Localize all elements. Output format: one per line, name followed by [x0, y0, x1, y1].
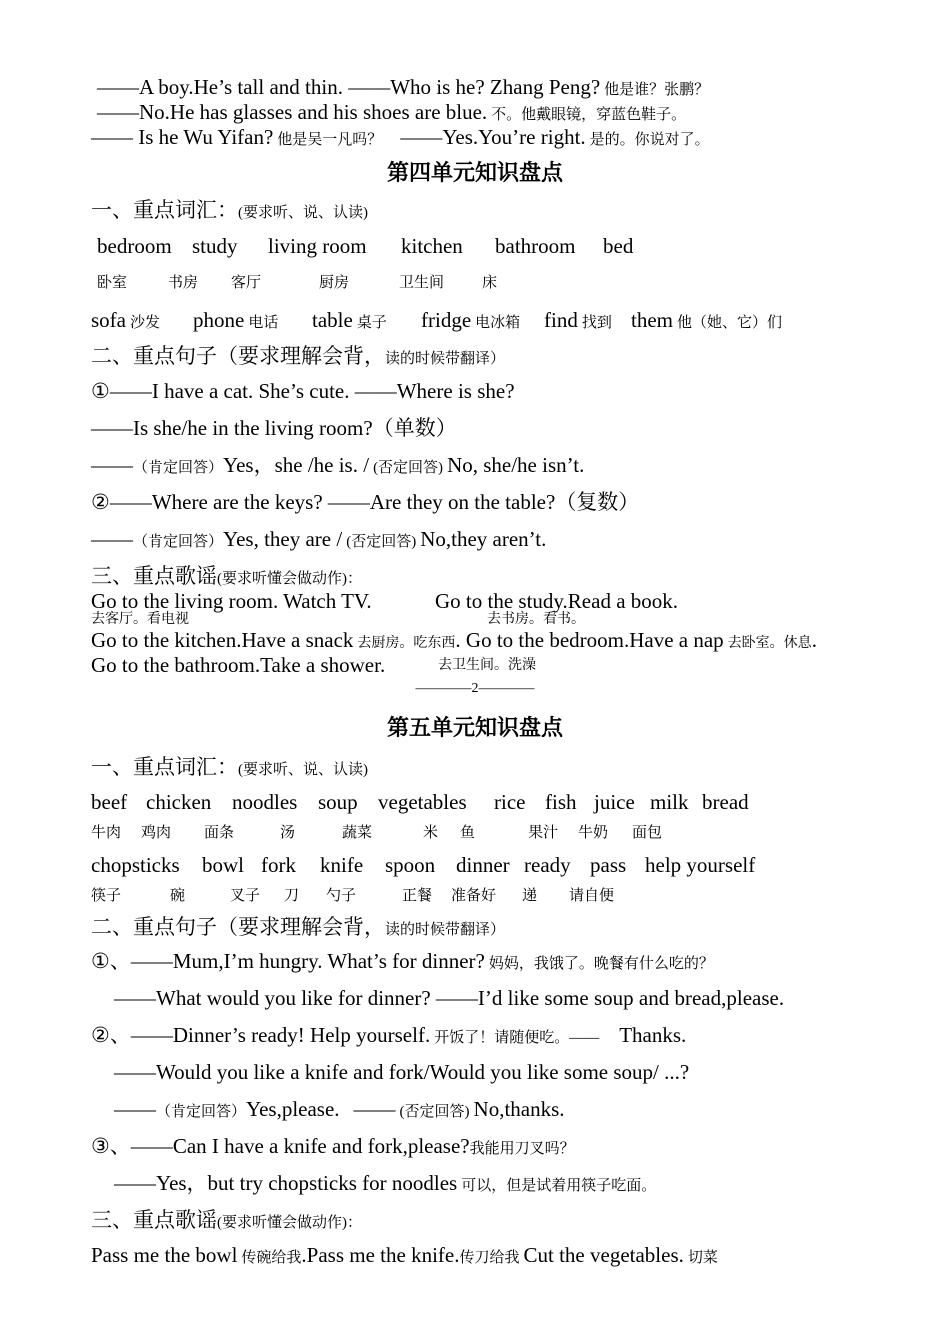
- vocab-translation: 客厅: [231, 275, 262, 291]
- unit-4-chant-heading: [91, 566, 362, 587]
- chant-translation: 去客厅。看电视: [91, 612, 189, 627]
- unit-5-sentence-heading: [91, 917, 505, 938]
- vocab-word: bathroom: [495, 234, 576, 258]
- vocab-translation: 电冰箱: [475, 315, 521, 331]
- sentence-line: [91, 1136, 575, 1157]
- answer-note: （肯定回答）: [156, 1104, 247, 1120]
- vocab-translation: 牛奶: [578, 825, 609, 841]
- unit-5-title: 第五单元知识盘点: [386, 715, 563, 740]
- chant-text: . Go to the bedroom.Have a nap: [455, 628, 724, 652]
- section-heading: 三、重点歌谣: [91, 1208, 217, 1232]
- sentence-dash: ——: [114, 1097, 156, 1121]
- sentence-line: [91, 529, 546, 550]
- section-note: (要求听懂会做动作)：: [217, 571, 362, 587]
- sentence-line: [91, 455, 584, 476]
- sentence-translation: 可以，但是试着用筷子吃面。: [461, 1178, 657, 1194]
- vocab-word: juice: [594, 790, 635, 814]
- sentence-tag: （复数）: [555, 490, 640, 514]
- vocab-translation: 厨房: [319, 275, 350, 291]
- vocab-translation: 鸡肉: [141, 825, 172, 841]
- sentence-text: ②、——Dinner’s ready! Help yourself.: [91, 1023, 431, 1047]
- dialogue-translation: 不。他戴眼镜，穿蓝色鞋子。: [491, 107, 687, 123]
- vocab-translation: 床: [482, 275, 498, 291]
- chant-line: [91, 1245, 718, 1266]
- section-note: (要求听、说、认读): [238, 205, 368, 221]
- vocab-pair: [91, 310, 160, 331]
- chant-translation: 去书房。看书。: [487, 612, 585, 627]
- vocab-translation: 电话: [248, 315, 279, 331]
- sentence-line: [91, 492, 639, 513]
- section-heading: 二、重点句子（要求理解会背，: [91, 344, 385, 368]
- vocab-word: sofa: [91, 308, 126, 332]
- vocab-translation: 找到: [581, 315, 612, 331]
- sentence-translation: 妈妈，我饿了。晚餐有什么吃的？: [488, 956, 714, 972]
- vocab-translation: 准备好: [451, 888, 497, 904]
- vocab-word: phone: [193, 308, 245, 332]
- dialogue-line-3: [91, 127, 710, 148]
- sentence-line: [114, 1173, 656, 1194]
- unit-5-vocab-heading: [91, 757, 368, 778]
- vocab-word: knife: [320, 853, 364, 877]
- sentence-text: Yes, they are /: [223, 527, 343, 551]
- chant-translation: 传碗给我: [241, 1250, 302, 1266]
- sentence-text: No, she/he isn’t.: [447, 453, 585, 477]
- sentence-text: No,thanks.: [473, 1097, 565, 1121]
- sentence-line: ①——I have a cat. She’s cute. ——Where is she?: [91, 379, 515, 403]
- vocab-translation: 汤: [280, 825, 296, 841]
- chant-text: .Pass me the knife.: [301, 1243, 460, 1267]
- section-note: (要求听懂会做动作)：: [217, 1215, 362, 1231]
- vocab-word: bed: [603, 234, 634, 258]
- sentence-line: [91, 951, 714, 972]
- vocab-word: ready: [524, 853, 571, 877]
- vocab-translation: 卧室: [97, 275, 128, 291]
- vocab-translation: 牛肉: [91, 825, 122, 841]
- vocab-translation: 筷子: [91, 888, 122, 904]
- sentence-line: ——Would you like a knife and fork/Would you like some soup/ ...?: [114, 1060, 690, 1084]
- vocab-word: chopsticks: [91, 853, 180, 877]
- unit-4-sentence-heading: [91, 346, 505, 367]
- dialogue-text: ——No.He has glasses and his shoes are blue.: [97, 100, 488, 124]
- vocab-translation: 果汁: [528, 825, 559, 841]
- section-heading: 一、重点词汇：: [91, 755, 238, 779]
- sentence-text: Yes，she /he is. /: [223, 453, 370, 477]
- vocab-word: spoon: [385, 853, 436, 877]
- vocab-word: vegetables: [378, 790, 467, 814]
- unit-4-title: 第四单元知识盘点: [386, 160, 563, 185]
- section-note: 读的时候带翻译）: [385, 922, 506, 938]
- sentence-text: ③、——Can I have a knife and fork,please?: [91, 1134, 470, 1158]
- vocab-translation: 面包: [632, 825, 663, 841]
- section-heading: 二、重点句子（要求理解会背，: [91, 915, 385, 939]
- vocab-word: bowl: [202, 853, 244, 877]
- vocab-word: soup: [318, 790, 358, 814]
- sentence-line: [91, 1025, 686, 1046]
- sentence-text: ——Is she/he in the living room?: [91, 416, 373, 440]
- vocab-word: dinner: [456, 853, 510, 877]
- chant-line: Go to the study.Read a book.: [435, 589, 679, 613]
- sentence-line: [114, 1099, 565, 1120]
- vocab-translation: 他（她、它）们: [677, 315, 783, 331]
- vocab-pair: [631, 310, 782, 331]
- vocab-translation: 面条: [204, 825, 235, 841]
- sentence-line: [91, 418, 457, 439]
- vocab-pair: [312, 310, 387, 331]
- vocab-translation: 递: [522, 888, 538, 904]
- vocab-translation: 勺子: [326, 888, 357, 904]
- vocab-word: bedroom: [97, 234, 172, 258]
- dialogue-text: ——Yes.You’re right.: [400, 125, 586, 149]
- vocab-translation: 蔬菜: [342, 825, 373, 841]
- sentence-translation: 开饭了！请随便吃。——: [434, 1030, 600, 1046]
- vocab-word: fish: [545, 790, 577, 814]
- vocab-word: noodles: [232, 790, 298, 814]
- dialogue-text: ——A boy.He’s tall and thin. ——Who is he? Zhang Peng?: [97, 75, 601, 99]
- vocab-translation: 叉子: [230, 888, 261, 904]
- chant-text: Pass me the bowl: [91, 1243, 238, 1267]
- vocab-translation: 鱼: [460, 825, 476, 841]
- sentence-text: ②——Where are the keys? ——Are they on the table?: [91, 490, 556, 514]
- sentence-text: Thanks.: [619, 1023, 687, 1047]
- vocab-word: pass: [590, 853, 627, 877]
- chant-line: [91, 630, 817, 651]
- dialogue-line-2: [97, 102, 686, 123]
- vocab-translation: 正餐: [402, 888, 433, 904]
- chant-text: .: [811, 628, 817, 652]
- dialogue-line-1: [97, 77, 709, 98]
- sentence-text: No,they aren’t.: [420, 527, 547, 551]
- vocab-word: beef: [91, 790, 128, 814]
- vocab-translation: 书房: [168, 275, 199, 291]
- page-number: ————2————: [415, 681, 535, 696]
- section-note: (要求听、说、认读): [238, 762, 368, 778]
- dialogue-translation: 他是吴一凡吗？: [277, 132, 383, 148]
- dialogue-translation: 他是谁？张鹏？: [604, 82, 710, 98]
- vocab-translation: 刀: [284, 888, 300, 904]
- chant-translation: 去卫生间。洗澡: [438, 658, 536, 673]
- section-note: 读的时候带翻译）: [385, 351, 506, 367]
- sentence-text: Yes,please.: [246, 1097, 340, 1121]
- chant-translation: 切菜: [687, 1250, 718, 1266]
- sentence-text: ①、——Mum,I’m hungry. What’s for dinner?: [91, 949, 485, 973]
- sentence-tag: （单数）: [372, 416, 457, 440]
- vocab-word: bread: [702, 790, 749, 814]
- vocab-word: chicken: [146, 790, 212, 814]
- answer-note: (否定回答): [399, 1104, 470, 1120]
- vocab-translation: 卫生间: [399, 275, 445, 291]
- answer-note: (否定回答): [346, 534, 417, 550]
- unit-4-vocab-heading: [91, 200, 368, 221]
- sentence-text: ——Yes，but try chopsticks for noodles: [114, 1171, 458, 1195]
- vocab-word: fridge: [421, 308, 472, 332]
- vocab-translation: 请自便: [569, 888, 615, 904]
- vocab-word: milk: [650, 790, 689, 814]
- section-heading: 一、重点词汇：: [91, 198, 238, 222]
- vocab-word: kitchen: [401, 234, 463, 258]
- chant-text: Cut the vegetables.: [523, 1243, 684, 1267]
- chant-line: Go to the living room. Watch TV.: [91, 589, 372, 613]
- vocab-word: them: [631, 308, 673, 332]
- vocab-translation: 碗: [170, 888, 186, 904]
- sentence-dash: ——: [353, 1097, 396, 1121]
- section-heading: 三、重点歌谣: [91, 564, 217, 588]
- vocab-word: study: [192, 234, 238, 258]
- answer-note: （肯定回答）: [133, 534, 224, 550]
- vocab-word: help yourself: [645, 853, 756, 877]
- answer-note: (否定回答): [373, 460, 444, 476]
- chant-translation: 去厨房。吃东西: [357, 636, 456, 651]
- vocab-pair: [421, 310, 520, 331]
- chant-translation: 传刀给我: [459, 1250, 520, 1266]
- vocab-translation: 米: [423, 825, 439, 841]
- chant-translation: 去卧室。休息: [727, 636, 812, 651]
- unit-5-chant-heading: [91, 1210, 362, 1231]
- vocab-pair: [193, 310, 278, 331]
- vocab-word: table: [312, 308, 353, 332]
- sentence-dash: ——: [91, 453, 133, 477]
- vocab-word: living room: [268, 234, 367, 258]
- sentence-line: ——What would you like for dinner? ——I’d like some soup and bread,please.: [114, 986, 785, 1010]
- vocab-word: fork: [261, 853, 296, 877]
- vocab-word: find: [544, 308, 578, 332]
- sentence-dash: ——: [91, 527, 133, 551]
- chant-text: Go to the kitchen.Have a snack: [91, 628, 354, 652]
- vocab-translation: 沙发: [130, 315, 161, 331]
- dialogue-translation: 是的。你说对了。: [589, 132, 710, 148]
- vocab-word: rice: [494, 790, 526, 814]
- answer-note: （肯定回答）: [133, 460, 224, 476]
- dialogue-text: —— Is he Wu Yifan?: [91, 125, 274, 149]
- vocab-translation: 桌子: [356, 315, 387, 331]
- sentence-translation: 我能用刀叉吗？: [469, 1141, 575, 1157]
- vocab-pair: [544, 310, 612, 331]
- chant-line: Go to the bathroom.Take a shower.: [91, 653, 386, 677]
